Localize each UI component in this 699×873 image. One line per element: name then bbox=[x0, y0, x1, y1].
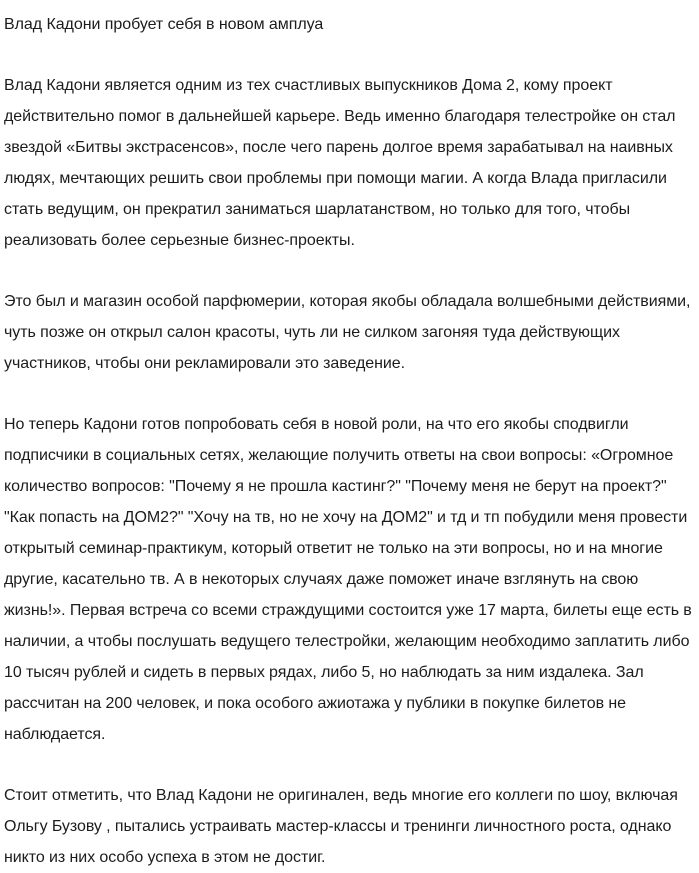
article-paragraph-3: Но теперь Кадони готов попробовать себя в новой роли, на что его якобы сподвигли подписчики в социальных сетях, желающие получить ответы на свои вопросы: «Огромное количество вопросов: "Почему я не прошла кастинг?" "Почему меня не берут на проект?" "Как попасть на ДОМ2?" "Хочу на тв, но не хочу на ДОМ2" и тд и тп побудили меня провести открытый семинар-практикум, который ответит не только на эти вопросы, но и на многие другие, касательно тв. А в некоторых случаях даже поможет иначе взглянуть на свою жизнь!». Первая встреча со всеми страждущими состоится уже 17 марта, билеты еще есть в наличии, а чтобы послушать ведущего телестройки, желающим необходимо заплатить либо 10 тысяч рублей и сидеть в первых рядах, либо 5, но наблюдать за ним издалека. Зал рассчитан на 200 человек, и пока особого ажиотажа у публики в покупке билетов не наблюдается. bbox=[4, 416, 692, 743]
article-paragraph-2: Это был и магазин особой парфюмерии, которая якобы обладала волшебными действиями, чуть позже он открыл салон красоты, чуть ли не силком загоняя туда действующих участников, чтобы они рекламировали это заведение. bbox=[4, 293, 691, 372]
article-paragraph-4: Стоит отметить, что Влад Кадони не оригинален, ведь многие его коллеги по шоу, включая Ольгу Бузову , пытались устраивать мастер-классы и тренинги личностного роста, однако никто из них особо успеха в этом не достиг. bbox=[4, 787, 678, 866]
article-paragraph-1: Влад Кадони является одним из тех счастливых выпускников Дома 2, кому проект действительно помог в дальнейшей карьере. Ведь именно благодаря телестройке он стал звездой «Битвы экстрасенсов», после чего парень долгое время зарабатывал на наивных людях, мечтающих решить свои проблемы при помощи магии. А когда Влада пригласили стать ведущим, он прекратил заниматься шарлатанством, но только для того, чтобы реализовать более серьезные бизнес-проекты. bbox=[4, 77, 676, 249]
page-title: Влад Кадони пробует себя в новом амплуа bbox=[4, 16, 324, 33]
